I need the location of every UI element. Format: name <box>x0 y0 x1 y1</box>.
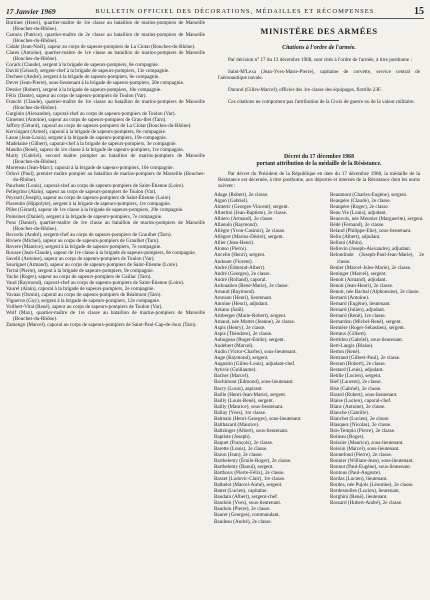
issue-date: 17 Janvier 1969 <box>6 6 56 16</box>
list-item: Belloni (Albin). <box>330 240 363 247</box>
list-item: Decheer (André), sergent à la brigade de sapeurs-pompiers, 6e compagnie. <box>6 74 160 81</box>
list-item: Bernard (Julien), adjudant. <box>330 306 386 313</box>
list-item: Allier (Jean-Henri). <box>214 240 255 247</box>
list-item: Allègret (Marius-Désiré), sergent. <box>214 234 284 241</box>
list-item: Bernard (Antoine). <box>330 294 370 301</box>
list-item: Belin (Albert), adjudant. <box>330 234 381 241</box>
list-item: Bonnot (Paul-Eugène), sous-lieutenant. <box>330 464 412 471</box>
list-item: Rousse (Jean-Claude), sapeur de 1re classe à la brigade de sapeurs-pompiers, 8e compagnie. <box>6 249 196 256</box>
list-item: Poinsinet (Daniel), sergent à la brigade de sapeurs-pompiers, 7e compagnie. <box>6 213 163 220</box>
list-item: Audebert (Marcel). <box>214 343 254 350</box>
list-item: Piacentin (Hippolyte), sergent à la brigade de sapeurs-pompiers, 1re compagnie. <box>6 201 171 208</box>
list-item: Rovere (Maurice), sergent à la brigade de sapeurs-pompiers, 7e compagnie. <box>6 243 162 250</box>
list-item: Bief (Laurent), 2e classe. <box>330 379 382 386</box>
list-item: Bachimont (Edmond), sous-lieutenant. <box>214 379 294 386</box>
list-item: Bertrand (Gilbert-Paul), 2e classe. <box>330 355 401 362</box>
list-item: Arkano (Saül). <box>214 306 245 313</box>
list-item: Basset (Ludovic-Clair), 1re classe. <box>214 476 286 483</box>
list-item: Burtinet (Henri), quartier-maître de 1re classe au bataillon de marins-pompiers de Marseille (Bouches-du-Rhône). <box>6 20 205 33</box>
list-item: Baquet (François), 2e classe. <box>214 439 274 446</box>
citation-paragraph: Durand (Gilles-Marcel), officier des 1re classe des équipages, flottille 23F. <box>228 87 382 94</box>
list-item: Corack (Claude), sergent à la brigade de sapeurs-pompiers, 8e compagnie. <box>6 62 159 69</box>
list-item: Boissier (Maurice), sous-lieutenant. <box>330 439 404 446</box>
list-item: Terral (Pierre), sergent à la brigade de sapeurs-pompiers, 9e compagnie. <box>6 267 154 274</box>
list-item: Baille (Henri-Jean-Marie), sergent. <box>214 391 287 398</box>
list-item: Riviere (Michel), sapeur au corps de sapeurs-pompiers de Graulhet (Tarn). <box>6 237 160 244</box>
list-item: Aimeric (Georges-Vincent), sergent. <box>214 204 289 211</box>
ministry-subtitle: Citations à l'ordre de l'armée. <box>282 45 356 51</box>
list-item: Baron (Jean), 2e classe. <box>214 452 263 459</box>
list-item: Belondrade (Joseph-Paul-Jean-Marie), 2e classe. <box>330 252 424 265</box>
list-item: Moreteau (Jean-Marc), caporal à la brigade de sapeurs-pompiers, 10e compagnie. <box>6 165 174 172</box>
list-item: Aspis (Henry), 2e classe. <box>214 325 266 332</box>
citation-paragraph: Par décision n° 17 du 13 décembre 1968, sont cités à l'ordre de l'armée, à titre posthume : <box>228 57 412 63</box>
list-item: Benoit, née Bachal (Alphonsine), 2e classe. <box>330 288 420 295</box>
list-item: Dever (Jean-Pierre), sous-lieutenant à la brigade de sapeurs-pompiers, 20e compagnie. <box>6 80 185 87</box>
list-item: Lasne (Jean-Louis), sergent à la brigade de sapeurs-pompiers, 19e compagnie. <box>6 134 167 141</box>
list-item: Bauret (Georges), commandant. <box>214 512 280 519</box>
list-item: Madelaine (Gilbert), caporal-chef à la brigade de sapeurs-pompiers, 3e compagnie. <box>6 140 177 147</box>
list-item: Bon-Tempio (Pierre), 2e classe. <box>330 427 396 434</box>
list-item: Allaouïn (Raymond). <box>214 222 258 229</box>
list-item: Ancelin (Henri), sergent. <box>214 252 266 259</box>
list-item: Bise (Gabriel), 2e classe. <box>330 385 382 392</box>
list-item: Gargiulo (Alexandre), caporal-chef au corps de sapeurs-pompiers de Toulon (Var). <box>6 110 176 117</box>
list-item: Jaffrey (Gérard), caporal au corps de sapeurs-pompiers de La Ciotat (Bouches-du-Rhône). <box>6 122 192 129</box>
list-item: Pillet (Gérard), sapeur de 1re classe à la brigade de sapeurs-pompiers, 20e compagnie. <box>6 207 184 214</box>
list-item: Bathelot (Marcel-Aimé), sergent. <box>214 482 283 489</box>
list-item: Bailly (Maurice), sous-lieutenant. <box>214 403 284 410</box>
ministry-section <box>214 22 424 105</box>
list-item: Boileau (Roger). <box>330 433 365 440</box>
list-item: Aronson (Henri), lieutenant. <box>214 294 273 301</box>
list-item: Peyrard (Joseph), sapeur au corps de sapeurs-pompiers de Saint-Étienne (Loire). <box>6 195 172 202</box>
list-item: Beauvois, née Meunier (Marguerite), sergent. <box>330 216 424 223</box>
list-item: Beaupère (Roger), 2e classe. <box>330 204 389 211</box>
column-right <box>330 192 424 595</box>
list-item: Bédé (Fernand), 2e classe. <box>330 222 385 229</box>
list-item: Marty (Gabriel), second maître pompier au bataillon de marins-pompiers de Marseille (Bouches-du-Rhône). <box>6 153 205 166</box>
list-item: Baltzinger (Albert), sous-lieutenant. <box>214 427 289 434</box>
list-item: Wolf (Max), quartier-maître de 1re classe au bataillon de marins-pompiers de Marseille (Bouches-du-Rhône). <box>6 310 205 323</box>
list-item: Bontous (Paul-Auguste). <box>330 470 382 477</box>
list-item: Balthazard (Maurice). <box>214 421 260 428</box>
list-item: Benoit (Jean-Henri), 2e classe. <box>330 282 394 289</box>
list-item: Vache (Roger), sapeur au corps de sapeurs-pompiers de Gaillac (Tarn). <box>6 273 152 280</box>
list-item: Savelli (Antoine), sapeur au corps de sapeurs-pompiers de Toulon (Var). <box>6 255 155 262</box>
decree-paragraph: Par décret du Président de la République en date du 17 décembre 1968, la médaille de la Résistance est décernée, à titre posthume, aux déportés et internés de la Résistance dont les noms suivent : <box>218 171 420 190</box>
list-item: Augustin (Gilles-Louis), adjudant-chef. <box>214 361 296 368</box>
list-item: Albertini (Jean-Baptiste), 2e classe. <box>214 210 288 217</box>
list-item: Antoine (Henri), adjudant. <box>214 300 269 307</box>
list-item: Vavaas (Osmin), caporal au corps de sapeurs-pompiers de Réalmont (Tarn). <box>6 292 162 299</box>
list-item: Betille (Lucien), sergent. <box>330 373 382 380</box>
list-item: Barthelemy (Émile-Roger), 2e classe. <box>214 458 292 465</box>
list-item: Kervingant (Armel), caporal à la brigade de sapeurs-pompiers, 8e compagnie. <box>6 128 167 135</box>
list-item: Beaumont (Charles-Eugène), sergent. <box>330 192 408 198</box>
citation-paragraph: Saint-M'Lexa (Jean-Yves-Marie-Pierre), capitaine de corvette, service central de l'aéronautique navale. <box>218 69 420 82</box>
list-item: Allègre (Yvon-Casimir), 2e classe. <box>214 228 286 235</box>
column-left <box>6 20 205 595</box>
list-item: André (Rolland), caporal. <box>214 276 267 283</box>
list-item: Albiero (Armand), 2e classe. <box>214 216 274 223</box>
list-item: Gimenez (Antoine), sapeur au corps de sapeurs-pompiers de Grau-lhet (Tarn). <box>6 116 167 123</box>
decree-section <box>214 154 424 189</box>
list-item: Blasquez (Nicolas), 2e classe. <box>330 421 392 428</box>
list-item: Voilhert-Vital (René), sapeur au corps de sapeurs-pompiers de Toulon (Var). <box>6 304 163 311</box>
list-item: Arnaud, née Mottet (Jeanne), 2e classe. <box>214 318 296 325</box>
list-item: Pauchent (Louis), caporal-chef au corps de sapeurs-pompiers de Saint-Étienne (Loire). <box>6 183 185 190</box>
list-item: Bordas (Lucien), lieutenant. <box>330 476 388 483</box>
list-item: André (Georges), 2e classe. <box>214 270 271 277</box>
list-item: Besson (Robert), 2e classe. <box>330 361 386 368</box>
list-item: Belaud (Philippe-Elie), sous-lieutenant. <box>330 228 412 235</box>
list-item: Bizard (Robert), sous-lieutenant. <box>330 391 398 398</box>
list-item: Bordesoulles (Lucien), lieutenant. <box>330 488 400 495</box>
list-item: Ardoualien (René-Marie), 2e classe. <box>214 282 289 289</box>
list-item: Barthelemy (Raoul), sergent. <box>214 464 274 471</box>
list-item: Baudoin (Yves), sous-lieutenant. <box>214 500 282 507</box>
list-item: Sourignet (Armand), sapeur au corps de sapeurs-pompiers de Saint-Étienne (Loire). <box>6 261 179 268</box>
list-item: Mandin (René), sapeur de 1re classe à la brigade de sapeurs-pompiers, 1re compagnie. <box>6 146 184 153</box>
list-item: Battet (Lucien), capitaine. <box>214 488 268 495</box>
list-item: André (Édmond-Albert). <box>214 264 266 271</box>
list-item: Bordes, née Pujols (Léontine), 2e classe. <box>330 482 414 489</box>
list-item: Benoit (Armand), adjudant. <box>330 276 387 283</box>
list-item: Bacher (Marcel). <box>214 373 250 380</box>
list-item: Blanche (Camille). <box>330 409 370 416</box>
list-item: Adage (Robert), 2e classe. <box>214 192 269 198</box>
list-item: Clares (Antoine), quartier-maître de 1re classe au bataillon de marins-pompiers de Marseille (Bouches-du-Rhône). <box>6 50 205 63</box>
page-header <box>6 4 424 18</box>
column-middle <box>214 192 324 595</box>
list-item: Blanchet (Lucien), 2e classe. <box>330 415 390 422</box>
list-item: Blanc (Antoine), 2e classe. <box>330 403 386 410</box>
list-item: Audin (Victor-Charles), sous-lieutenant. <box>214 349 297 356</box>
list-item: David (Gérard), sergent-chef à la brigade de sapeurs-pompiers, 13e compagnie. <box>6 68 170 75</box>
list-item: Vaurel (Alain), caporal à la brigade de sapeurs-pompiers, 2e compagnie. <box>6 286 155 293</box>
decree-heading: Décret du 17 décembre 1968 <box>284 154 354 160</box>
list-item: Bernière (Roger-Sébastien), sergent. <box>330 325 405 332</box>
header-rule <box>6 18 424 19</box>
list-item: Bailly (Louis-René), sergent. <box>214 397 274 404</box>
list-item: Alonso (Pierre). <box>214 246 248 253</box>
list-item: Cidale (Jean-Noël), sapeur au corps de sapeurs-pompiers de La Ciotat (Bouches-du-Rhône). <box>6 44 196 51</box>
list-item: Fèlix (Dante), sapeur au corps de sapeurs-pompiers de Toulon (Var). <box>6 92 147 99</box>
list-item: Baudain (Albert), sergent-chef. <box>214 494 279 501</box>
citation-paragraph: Ces citations ne comportent pas l'attribution de la Croix de guerre ou de la valeur militaire. <box>228 99 415 106</box>
list-item: Ballay (Yves), 1re classe. <box>214 409 267 416</box>
list-item: Balmain (Henri-Georges), sous-lieutenant. <box>214 415 302 422</box>
decree-subheading: portant attribution de la médaille de la Résistance. <box>256 160 382 167</box>
list-item: Baudeau (André), 2e classe. <box>214 518 272 525</box>
list-item: Aytivie (Guillaume). <box>214 367 257 374</box>
list-item: Recordo (André), sergent-chef au corps de sapeurs-pompiers de Graulhet (Tarn). <box>6 231 172 238</box>
list-item: Aigon (Gabriel). <box>214 198 249 205</box>
list-item: Bonnier (William-Jean), sous-lieutenant. <box>330 458 414 465</box>
list-item: Bossard (Hubert-André), 2e classe. <box>330 500 403 507</box>
list-item: Dessier (Robert), sergent à la brigade de sapeurs-pompiers, 10e compagnie. <box>6 86 162 93</box>
list-item: Boissin (Marcel), sous-lieutenant. <box>330 445 400 452</box>
list-item: Franchi (Claude), quartier-maître de 1re classe au bataillon de marins-pompiers de Marseille (Bouches-du-Rhône). <box>6 98 205 111</box>
list-item: Bellovin (Joseph-Alexandre), adjudant. <box>330 246 412 253</box>
list-item: Bernardon (Michel-René), sergent. <box>330 318 402 325</box>
list-item: Bernard (Eugène), lieutenant. <box>330 300 391 307</box>
list-item: Pons (Daniel), quartier-maître de 1re classe au bataillon de marins-pompiers de Marseille (Bouches-du-Rhône). <box>6 219 205 232</box>
list-item: Bacry (Louis), aspirant. <box>214 385 263 392</box>
list-item: Camois (Patrice), quartier-maître de 2e classe au bataillon de marins-pompiers de Marseille (Bouches-du-Rhône). <box>6 32 205 45</box>
list-item: Berton (René). <box>330 349 361 356</box>
list-item: Arnaud (Raymond). <box>214 288 256 295</box>
list-item: Baptiste (Joseph). <box>214 433 251 440</box>
ministry-title: MINISTÈRE DES ARMÉES <box>260 26 378 36</box>
list-item: Andouer (Florent). <box>214 258 253 265</box>
ministry-divider <box>299 40 339 41</box>
list-item: Pellegrino (Alain), sapeur au corps de sapeurs-pompiers de Toulon (Var). <box>6 189 157 196</box>
list-item: Bernard (René), 1re classe. <box>330 312 386 319</box>
list-item: Bert-Laugis (Blaise). <box>330 343 374 350</box>
list-item: Beaupère (Claude), 2e classe. <box>330 198 391 205</box>
list-item: Aubugeau (Roger-Emile), sergent. <box>214 337 285 344</box>
list-item: Arnberger (Marie-Robert), sergent. <box>214 312 287 319</box>
list-item: Vaud (Raymond), caporal-chef au corps de sapeurs-pompiers de Saint-Étienne (Loire). <box>6 280 185 287</box>
list-item: Auge (Raymond), sergent. <box>214 355 269 362</box>
list-item: Orlovi (Paul), premier maître pompier au bataillon de marins-pompiers de Marseille (Bouches-du-Rhône). <box>6 171 205 184</box>
list-item: Baudoin (Pierre), 2e classe. <box>214 506 271 513</box>
list-item: Aspis (Théodore), 2e classe. <box>214 331 273 338</box>
list-item: Borghini (René), lieutenant. <box>330 494 388 501</box>
bulletin-title: BULLETIN OFFICIEL DES DÉCORATIONS, MÉDAILLES ET RÉCOMPENSES <box>95 7 375 15</box>
list-item: Barette (Louis), 2e classe. <box>214 445 268 452</box>
list-item: Beninger (Marcel), sergent. <box>330 270 387 277</box>
list-item: Benier (Marcel-Jules-Marie), 2e classe. <box>330 264 412 271</box>
list-item: Zamengo (Marcel), caporal au corps de sapeurs-pompiers de Saint-Paul-Cap-de-Joux (Tarn). <box>6 322 197 329</box>
list-item: Bertaux (Gilbert). <box>330 331 367 338</box>
list-item: Vigneron (Guy), sergent à la brigade de sapeurs-pompiers, 12e compagnie. <box>6 298 161 305</box>
page-number: 15 <box>413 5 424 17</box>
list-item: Beau Vie (Louis), adjudant. <box>330 210 387 217</box>
list-item: Bestard (Louis), adjudant. <box>330 367 384 374</box>
list-item: Barthoux (Pierre-Félix), 2e classe. <box>214 470 285 477</box>
list-item: Blaise (Lucien), caporal-chef. <box>330 397 392 404</box>
list-item: Bertidou (Gabriel), sous-lieutenant. <box>330 337 404 344</box>
list-item: Bonnefond (Pierre), 2e classe. <box>330 452 393 459</box>
